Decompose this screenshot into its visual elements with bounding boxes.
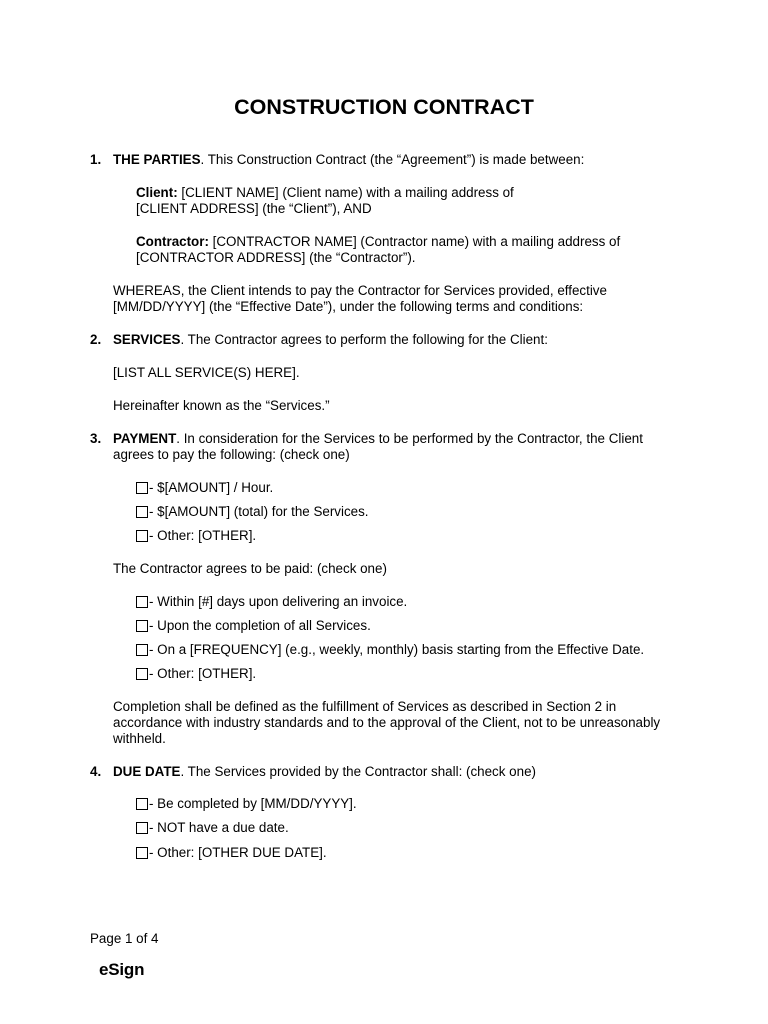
- section-4-intro: . The Services provided by the Contractor shall: (check one): [180, 764, 536, 779]
- services-placeholder: [LIST ALL SERVICE(S) HERE].: [113, 365, 300, 380]
- section-1-intro: . This Construction Contract (the “Agreement”) is made between:: [200, 152, 585, 167]
- section-4-number: 4.: [90, 764, 102, 779]
- due-completed-by-label: - Be completed by [MM/DD/YYYY].: [149, 796, 357, 811]
- timing-other-checkbox[interactable]: [136, 668, 148, 680]
- section-3-intro-line-2: agrees to pay the following: (check one): [113, 447, 350, 462]
- section-2-paragraph: [113, 332, 548, 349]
- timing-completion-label: - Upon the completion of all Services.: [149, 618, 371, 633]
- payment-hourly-checkbox[interactable]: [136, 482, 148, 494]
- section-4-heading: DUE DATE: [113, 764, 181, 779]
- section-3-heading: PAYMENT: [113, 431, 177, 446]
- timing-other-label: - Other: [OTHER].: [149, 666, 257, 681]
- section-1-number: 1.: [90, 152, 102, 167]
- completion-line-3: withheld.: [113, 731, 166, 746]
- section-2-heading: SERVICES: [113, 332, 181, 347]
- payment-other-checkbox[interactable]: [136, 530, 148, 542]
- due-option-completed-by: [136, 796, 357, 813]
- completion-line-1: Completion shall be defined as the fulfillment of Services as described in Section 2 in: [113, 699, 617, 714]
- section-3-number: 3.: [90, 431, 102, 446]
- payment-hourly-label: - $[AMOUNT] / Hour.: [149, 480, 274, 495]
- client-label: Client:: [136, 185, 178, 200]
- services-known-as: Hereinafter known as the “Services.”: [113, 398, 330, 413]
- payment-option-hourly: [136, 480, 273, 497]
- due-other-checkbox[interactable]: [136, 847, 148, 859]
- section-3-intro: . In consideration for the Services to be performed by the Contractor, the Client: [176, 431, 643, 446]
- payment-option-other: [136, 528, 256, 545]
- section-1-paragraph: [113, 152, 584, 169]
- payment-total-label: - $[AMOUNT] (total) for the Services.: [149, 504, 369, 519]
- esign-logo: eSign: [99, 960, 145, 979]
- timing-option-frequency: [136, 642, 644, 659]
- contractor-text: [CONTRACTOR NAME] (Contractor name) with a mailing address of: [208, 234, 621, 249]
- due-none-checkbox[interactable]: [136, 822, 148, 834]
- contractor-line-2: [CONTRACTOR ADDRESS] (the “Contractor”).: [136, 250, 416, 265]
- section-3-paragraph: [113, 431, 643, 448]
- timing-option-other: [136, 666, 256, 683]
- timing-invoice-checkbox[interactable]: [136, 596, 148, 608]
- due-completed-by-checkbox[interactable]: [136, 798, 148, 810]
- section-2-number: 2.: [90, 332, 102, 347]
- timing-option-completion: [136, 618, 371, 635]
- completion-line-2: accordance with industry standards and to the approval of the Client, not to be unreasonably: [113, 715, 661, 730]
- due-option-other: [136, 845, 327, 862]
- page-number: Page 1 of 4: [90, 931, 159, 946]
- client-line-2: [CLIENT ADDRESS] (the “Client”), AND: [136, 201, 372, 216]
- client-line-1: [136, 185, 514, 202]
- document-title: CONSTRUCTION CONTRACT: [234, 95, 534, 119]
- contractor-label: Contractor:: [136, 234, 209, 249]
- client-text: [CLIENT NAME] (Client name) with a mailing address of: [177, 185, 514, 200]
- timing-frequency-checkbox[interactable]: [136, 644, 148, 656]
- timing-completion-checkbox[interactable]: [136, 620, 148, 632]
- contractor-line-1: [136, 234, 620, 251]
- paid-prompt: The Contractor agrees to be paid: (check one): [113, 561, 387, 576]
- section-4-paragraph: [113, 764, 536, 781]
- whereas-line-2: [MM/DD/YYYY] (the “Effective Date”), under the following terms and conditions:: [113, 299, 584, 314]
- due-option-none: [136, 820, 289, 837]
- timing-invoice-label: - Within [#] days upon delivering an invoice.: [149, 594, 408, 609]
- due-other-label: - Other: [OTHER DUE DATE].: [149, 845, 327, 860]
- whereas-line-1: WHEREAS, the Client intends to pay the Contractor for Services provided, effective: [113, 283, 607, 298]
- due-none-label: - NOT have a due date.: [149, 820, 289, 835]
- payment-option-total: [136, 504, 369, 521]
- section-1-heading: THE PARTIES: [113, 152, 201, 167]
- timing-option-invoice: [136, 594, 407, 611]
- section-2-intro: . The Contractor agrees to perform the following for the Client:: [180, 332, 548, 347]
- payment-other-label: - Other: [OTHER].: [149, 528, 257, 543]
- timing-frequency-label: - On a [FREQUENCY] (e.g., weekly, monthly) basis starting from the Effective Date.: [149, 642, 645, 657]
- payment-total-checkbox[interactable]: [136, 506, 148, 518]
